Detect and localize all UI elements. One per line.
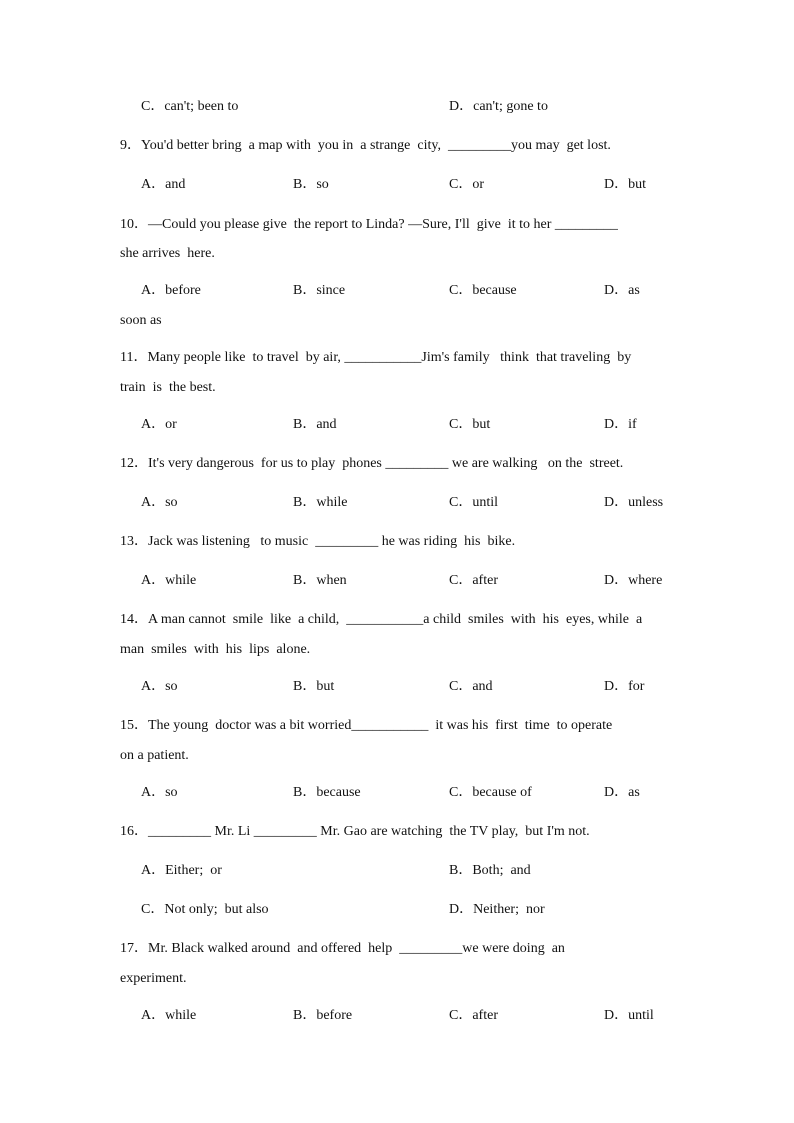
option-row: [0, 99, 794, 115]
option-b: B．because: [293, 785, 361, 800]
option-b: B．but: [293, 679, 335, 694]
question-stem: 13．Jack was listening to music _________ he was riding his bike.: [120, 534, 516, 549]
option-a: A．and: [141, 177, 186, 192]
option-c: C．after: [449, 573, 498, 588]
option-b: B．and: [293, 417, 337, 432]
option-a: A．while: [141, 1008, 197, 1023]
option-row: [0, 1008, 794, 1024]
question-stem: 12．It's very dangerous for us to play phones _________ we are walking on the street.: [120, 456, 624, 471]
option-row: [0, 785, 794, 801]
question-stem: 14．A man cannot smile like a child, ___________a child smiles with his eyes, while a: [120, 612, 643, 627]
option-c: C．and: [449, 679, 493, 694]
option-d: D．unless: [604, 495, 664, 510]
option-d: D．where: [604, 573, 663, 588]
option-row: [0, 573, 794, 589]
option-b: B．when: [293, 573, 347, 588]
option-row: [0, 902, 794, 918]
option-c: C．after: [449, 1008, 498, 1023]
question-stem: 11．Many people like to travel by air, ___________Jim's family think that traveling by: [120, 350, 632, 365]
option-c: C．but: [449, 417, 491, 432]
option-row: [0, 283, 794, 299]
question-stem-continued: man smiles with his lips alone.: [120, 642, 311, 657]
option-d: D．if: [604, 417, 637, 432]
option-c: C．or: [449, 177, 484, 192]
question-stem: 15．The young doctor was a bit worried___________ it was his first time to operate: [120, 718, 613, 733]
question-stem: 9．You'd better bring a map with you in a strange city, _________you may get lost.: [120, 138, 611, 153]
option-c: C．because: [449, 283, 517, 298]
option-d: D．until: [604, 1008, 654, 1023]
option-b: B．before: [293, 1008, 353, 1023]
option-c: C．can't; been to: [141, 99, 239, 114]
option-row: [0, 495, 794, 511]
question-stem: 10．—Could you please give the report to Linda? —Sure, I'll give it to her _________: [120, 217, 618, 232]
option-d: D．can't; gone to: [449, 99, 548, 114]
question-stem: 16．_________ Mr. Li _________ Mr. Gao are watching the TV play, but I'm not.: [120, 824, 590, 839]
question-stem-continued: experiment.: [120, 971, 187, 986]
option-a: A．before: [141, 283, 201, 298]
question-stem-continued: on a patient.: [120, 748, 189, 763]
option-b: B．while: [293, 495, 348, 510]
option-a: A．so: [141, 679, 178, 694]
option-wrap-text: soon as: [120, 313, 162, 328]
question-stem-continued: she arrives here.: [120, 246, 215, 261]
option-row: [0, 679, 794, 695]
question-stem: 17．Mr. Black walked around and offered help _________we were doing an: [120, 941, 565, 956]
option-a: A．so: [141, 495, 178, 510]
option-a: A．Either; or: [141, 863, 222, 878]
option-b: B．Both; and: [449, 863, 531, 878]
option-a: A．so: [141, 785, 178, 800]
question-stem-continued: train is the best.: [120, 380, 216, 395]
option-c: C．because of: [449, 785, 532, 800]
option-a: A．or: [141, 417, 177, 432]
option-b: B．so: [293, 177, 329, 192]
option-a: A．while: [141, 573, 197, 588]
option-d: D．as: [604, 283, 640, 298]
option-b: B．since: [293, 283, 346, 298]
option-c: C．until: [449, 495, 499, 510]
option-row: [0, 417, 794, 433]
option-d: D．for: [604, 679, 645, 694]
option-d: D．Neither; nor: [449, 902, 545, 917]
option-c: C．Not only; but also: [141, 902, 269, 917]
option-d: D．but: [604, 177, 646, 192]
option-d: D．as: [604, 785, 640, 800]
option-row: [0, 177, 794, 193]
option-row: [0, 863, 794, 879]
